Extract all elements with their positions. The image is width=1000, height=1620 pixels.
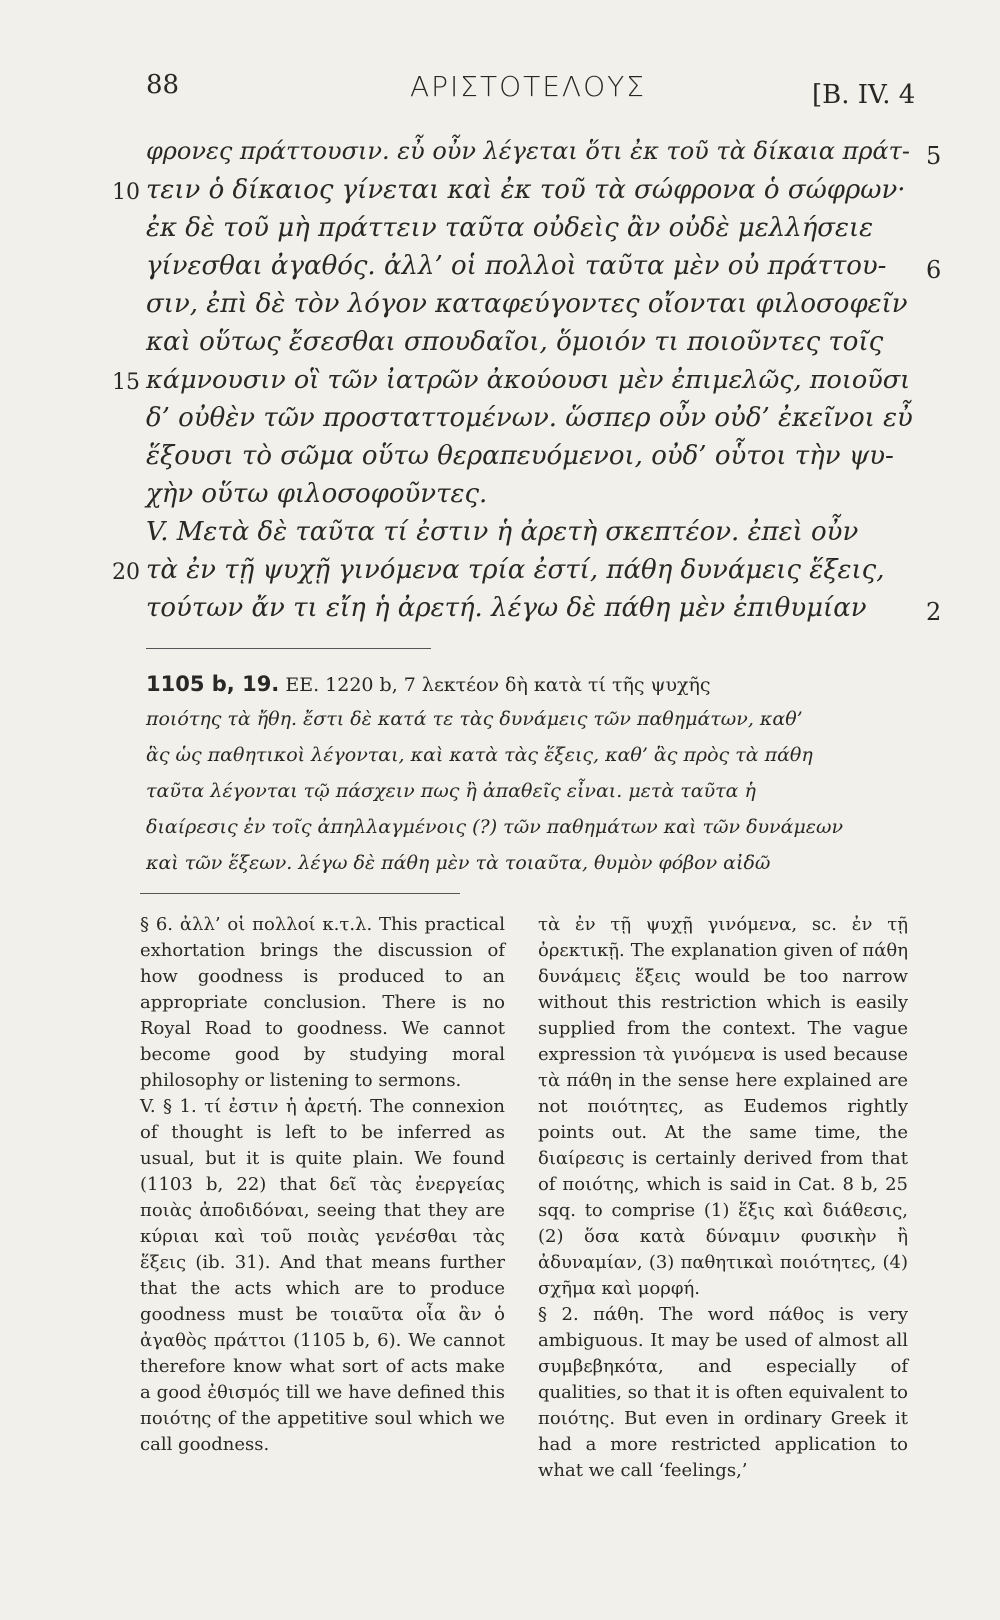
text-line-content: ἐκ δὲ τοῦ μὴ πράττειν ταῦτα οὐδεὶς ἂν οὐδὲ μελλήσειε (146, 213, 874, 243)
section-reference: [Β. IV. 4 (812, 80, 916, 110)
line-number: 20 (112, 560, 140, 585)
text-line (146, 251, 916, 291)
section-number: 2 (926, 598, 942, 626)
apparatus-line: διαίρεσις ἐν τοῖς ἀπηλλαγμένοις (?) τῶν παθημάτων καὶ τῶν δυνάμεων (146, 816, 844, 838)
section-number: 5 (926, 142, 942, 170)
text-line-content: γίνεσθαι ἀγαθός. ἀλλ’ οἱ πολλοὶ ταῦτα μὲν οὐ πράττου- (146, 251, 887, 281)
line-number: 10 (112, 180, 140, 205)
text-line (146, 327, 916, 367)
commentary-paragraph: V. § 1. τί ἐστιν ἡ ἀρετή. The connexion of thought is left to be inferred as usual, but it is quite plain. We found (1103 b, 22) that δεῖ τὰς ἐνεργείας ποιὰς ἀποδιδόναι, seeing that they are κύριαι καὶ τοῦ ποιὰς γενέσθαι τὰς ἕξεις (ib. 31). And that means further that the acts which are to produce goodness must be τοιαῦτα οἷα ἂν ὁ ἀγαθὸς πράττοι (1105 b, 6). We cannot therefore know what sort of acts make a good ἐθισμός till we have defined this ποιότης of the appetitive soul which we call goodness. (140, 1096, 505, 1455)
text-line-content: σιν, ἐπὶ δὲ τὸν λόγον καταφεύγοντες οἴονται φιλοσοφεῖν (146, 289, 908, 319)
text-line-content: τειν ὁ δίκαιος γίνεται καὶ ἐκ τοῦ τὰ σώφρονα ὁ σώφρων· (146, 175, 906, 205)
section-number: 6 (926, 256, 942, 284)
line-number: 15 (112, 370, 140, 395)
page-header (0, 70, 1000, 110)
text-line-content: κάμνουσιν οἳ τῶν ἰατρῶν ἀκούουσι μὲν ἐπιμελῶς, ποιοῦσι (146, 365, 911, 395)
apparatus-line (146, 672, 916, 702)
commentary-left-column (140, 912, 505, 1458)
text-line (146, 593, 916, 633)
text-line (146, 175, 916, 215)
text-line-content: τούτων ἄν τι εἴη ἡ ἀρετή. λέγω δὲ πάθη μὲν ἐπιθυμίαν (146, 593, 867, 623)
text-line (146, 517, 916, 557)
text-line (146, 441, 916, 481)
apparatus-line: καὶ τῶν ἕξεων. λέγω δὲ πάθη μὲν τὰ τοιαῦτα, θυμὸν φόβον αἰδῶ (146, 852, 771, 874)
text-line-content: φρονες πράττουσιν. εὖ οὖν λέγεται ὅτι ἐκ τοῦ τὰ δίκαια πράτ- (146, 137, 911, 165)
commentary-right-column (538, 912, 908, 1484)
text-line (146, 213, 916, 253)
text-line (146, 365, 916, 405)
apparatus-reference: 1105 b, 19. (146, 672, 280, 696)
text-line-content: καὶ οὕτως ἔσεσθαι σπουδαῖοι, ὅμοιόν τι ποιοῦντες τοῖς (146, 327, 884, 357)
apparatus-text: EE. 1220 b, 7 λεκτέον δὴ κατὰ τί τῆς ψυχῆς (285, 674, 711, 696)
text-line-content: δ’ οὐθὲν τῶν προσταττομένων. ὥσπερ οὖν οὐδ’ ἐκεῖνοι εὖ (146, 403, 913, 433)
commentary-paragraph: § 6. ἀλλ’ οἱ πολλοί κ.τ.λ. This practical exhortation brings the discussion of how goodness is produced to an appropriate conclusion. There is no Royal Road to goodness. We cannot become good by studying moral philosophy or listening to sermons. (140, 914, 505, 1091)
text-line-content: ἕξουσι τὸ σῶμα οὕτω θεραπευόμενοι, οὐδ’ οὗτοι τὴν ψυ- (146, 441, 894, 471)
commentary-paragraph: τὰ ἐν τῇ ψυχῇ γινόμενα, sc. ἐν τῇ ὀρεκτικῇ. The explanation given of πάθη δυνάμεις ἕξεις would be too narrow without this restriction which is easily supplied from the context. The vague expression τὰ γινόμενα is used because τὰ πάθη in the sense here explained are not ποιότητες, as Eudemos rightly points out. At the same time, the διαίρεσις is certainly derived from that of ποιότης, which is said in Cat. 8 b, 25 sqq. to comprise (1) ἕξις καὶ διάθεσις, (2) ὅσα κατὰ δύναμιν φυσικὴν ἢ ἀδυναμίαν, (3) παθητικαὶ ποιότητες, (4) σχῆμα καὶ μορφή. (538, 914, 908, 1299)
apparatus-line: ταῦτα λέγονται τῷ πάσχειν πως ἢ ἀπαθεῖς εἶναι. μετὰ ταῦτα ἡ (146, 780, 756, 802)
page-number: 88 (146, 70, 180, 100)
text-line (146, 403, 916, 443)
text-line (146, 137, 916, 177)
text-line-content: V. Μετὰ δὲ ταῦτα τί ἐστιν ἡ ἀρετὴ σκεπτέον. ἐπεὶ οὖν (146, 517, 859, 547)
divider (140, 893, 460, 894)
running-title: ΑΡΙΣΤΟΤΕΛΟΥΣ (410, 70, 646, 103)
text-line-content: χὴν οὕτω φιλοσοφοῦντες. (146, 479, 488, 509)
text-line (146, 289, 916, 329)
text-line-content: τὰ ἐν τῇ ψυχῇ γινόμενα τρία ἐστί, πάθη δυνάμεις ἕξεις, (146, 555, 885, 585)
text-line (146, 479, 916, 519)
apparatus-line: ποιότης τὰ ἤθη. ἔστι δὲ κατά τε τὰς δυνάμεις τῶν παθημάτων, καθ’ (146, 708, 803, 730)
apparatus-line: ἃς ὡς παθητικοὶ λέγονται, καὶ κατὰ τὰς ἕξεις, καθ’ ἃς πρὸς τὰ πάθη (146, 744, 813, 766)
text-line (146, 555, 916, 595)
divider (146, 648, 431, 649)
commentary-paragraph: § 2. πάθη. The word πάθος is very ambiguous. It may be used of almost all συμβεβηκότα, and especially of qualities, so that it is often equivalent to ποιότης. But even in ordinary Greek it had a more restricted application to what we call ‘feelings,’ (538, 1304, 908, 1481)
